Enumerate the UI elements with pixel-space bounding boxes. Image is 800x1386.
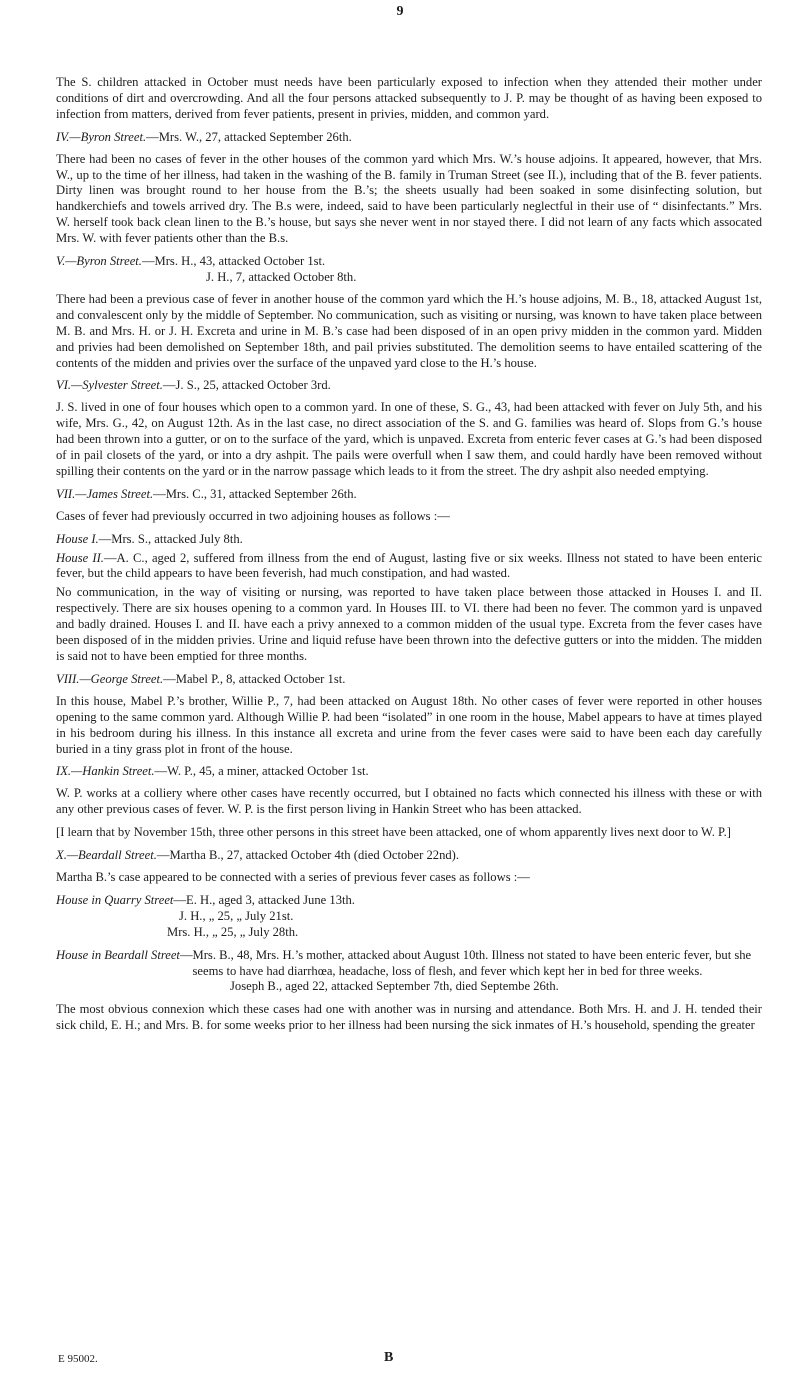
section-heading: VI.—Sylvester Street.—J. S., 25, attacked October 3rd. (56, 378, 331, 393)
section-x-lead: Martha B.’s case appeared to be connected with a series of previous fever cases as follows :— (56, 869, 530, 884)
section-heading: V.—Byron Street.—Mrs. H., 43, attacked October 1st. (56, 254, 326, 269)
section-viii (56, 672, 762, 758)
section-paragraph: There had been no cases of fever in the other houses of the common yard which Mrs. W.’s house adjoins. It appeared, however, that Mrs. W., up to the time of her illness, had taken in the washing of the B. family in Truman Street (see II.), including that of the B. fever patients. Dirty linen was brought round to her house from the B.’s; the sheets usually had been soaked in some disinfecting solution, but handkerchiefs and towels arrived dry. The B.s were, indeed, said to have been particularly neglectful in their use of “ disinfectants.” Mrs. W. herself took back clean linen to the B.’s house, but says she never went in nor stayed there. I did not learn of any facts which assocated Mrs. W. with fever patients other than the B.s. (56, 151, 762, 246)
section-paragraph: No communication, in the way of visiting or nursing, was reported to have taken place between those attacked in Houses I. and II. respectively. There are six houses opening to a common yard. In Houses III. to VI. there had been no fever. The common yard is unpaved and badly drained. Houses I. and II. have each a privy annexed to a common midden of the usual type. Excreta from the fever cases have been disposed of in the midden privies. Urine and liquid refuse have been thrown into the defective gutters or into the midden. The midden is said not to have been emptied for three months. (56, 585, 762, 663)
intro-paragraph: The S. children attacked in October must needs have been particularly exposed to infection when they attended their mother under conditions of dirt and overcrowding. And all the four persons attacked subsequently to J. P. may be thought of as having been exposed to infection from matters, derived from fever patients, present in privies, midden, and common yard. (56, 75, 762, 121)
section-iv (56, 130, 762, 247)
sections (56, 130, 762, 841)
section-heading: VIII.—George Street.—Mabel P., 8, attacked October 1st. (56, 671, 346, 686)
section-paragraph: W. P. works at a colliery where other cases have recently occurred, but I obtained no facts which connected his illness with these or with any other previous cases of fever. W. P. is the first person living in Hankin Street who has been attacked. (56, 786, 762, 817)
section-heading: IV.—Byron Street.—Mrs. W., 27, attacked September 26th. (56, 129, 352, 144)
section-heading: X.—Beardall Street.—Martha B., 27, attacked October 4th (died October 22nd). (56, 848, 460, 863)
section-vi (56, 378, 762, 479)
section-ix (56, 764, 762, 841)
page-body (56, 75, 762, 1041)
quarry-street-list: House in Quarry Street — E. H., aged 3, attacked June 13th. J. H., „ 25, „ July 21st. Mrs. H., „ 25, „ July 28th. (56, 892, 355, 939)
beardall-street-list: House in Beardall Street — Mrs. B., 48, Mrs. H.’s mother, attacked about August 10th. Illness not stated to have been enteric fever, but she seems to have had diarrhœa, headache, loss of flesh, and fever which kept her in bed for three weeks. Joseph B., aged 22, attacked September 7th, died Septembe 26th. (56, 947, 752, 994)
section-v (56, 254, 762, 371)
section-paragraph: J. S. lived in one of four houses which open to a common yard. In one of these, S. G., 43, had been attacked with fever on July 5th, and his wife, Mrs. G., 42, on August 12th. As in the last case, no direct association of the S. and G. families was heard of. Slops from G.’s house had been thrown into a gutter, or on to the surface of the yard, which is unpaved. Excreta from enteric fever cases at G.’s had been disposed of in pail closets of the yard, or into a dry ashpit. The pails were overfull when I saw them, and could hardly have been removed without spilling their contents on the yard or in the narrow passage which leads to it from the street. The dry ashpit also needed emptying. (56, 400, 762, 478)
footer-code: E 95002. (58, 1353, 98, 1365)
section-paragraph: In this house, Mabel P.’s brother, Willie P., 7, had been attacked on August 18th. No other cases of fever were reported in other houses opening to the same common yard. Although Willie P. had been “isolated” in one room in the house, Mabel appears to have at times played in his bedroom during his illness. In this instance all excreta and urine from the fever cases were said to have been each day carefully buried in a tiny grass plot in front of the house. (56, 693, 762, 756)
section-heading: IX.—Hankin Street.—W. P., 45, a miner, attacked October 1st. (56, 764, 369, 779)
section-paragraph: House I.—Mrs. S., attacked July 8th. (56, 531, 243, 546)
page-footer (58, 1352, 762, 1368)
section-vii (56, 487, 762, 665)
section-paragraph: House II.—A. C., aged 2, suffered from illness from the end of August, lasting five or six weeks. Illness not stated to have been enteric fever, but the child appears to have been feverish, had much constipation, and had wasted. (56, 550, 762, 581)
signature-mark: B (384, 1350, 394, 1365)
section-paragraph: Cases of fever had previously occurred in two adjoining houses as follows :— (56, 508, 450, 523)
section-paragraph: [I learn that by November 15th, three other persons in this street have been attacked, one of whom apparently lives next door to W. P.] (56, 825, 731, 840)
section-x (56, 848, 762, 1034)
section-x-closing: The most obvious connexion which these cases had one with another was in nursing and attendance. Both Mrs. H. and J. H. tended their sick child, E. H.; and Mrs. B. for some weeks prior to her illness had been nursing the sick inmates of H.’s household, spending the greater (56, 1002, 762, 1033)
section-paragraph: There had been a previous case of fever in another house of the common yard which the H.’s house adjoins, M. B., 18, attacked August 1st, and convalescent only by the middle of September. No communication, such as visiting or nursing, was known to have taken place between M. B. and Mrs. H. or J. H. Excreta and urine in M. B.’s case had been disposed of in an open privy midden in the common yard. Midden and privies had been demolished on September 18th, and pail privies substituted. The demolition seems to have entailed scattering of the contents of the midden and privies over the surface of the unpaved yard close to the H.’s house. (56, 291, 762, 370)
page-number: 9 (396, 4, 404, 19)
case-line: J. H., 7, attacked October 8th. (206, 269, 357, 284)
section-heading: VII.—James Street.—Mrs. C., 31, attacked September 26th. (56, 486, 357, 501)
